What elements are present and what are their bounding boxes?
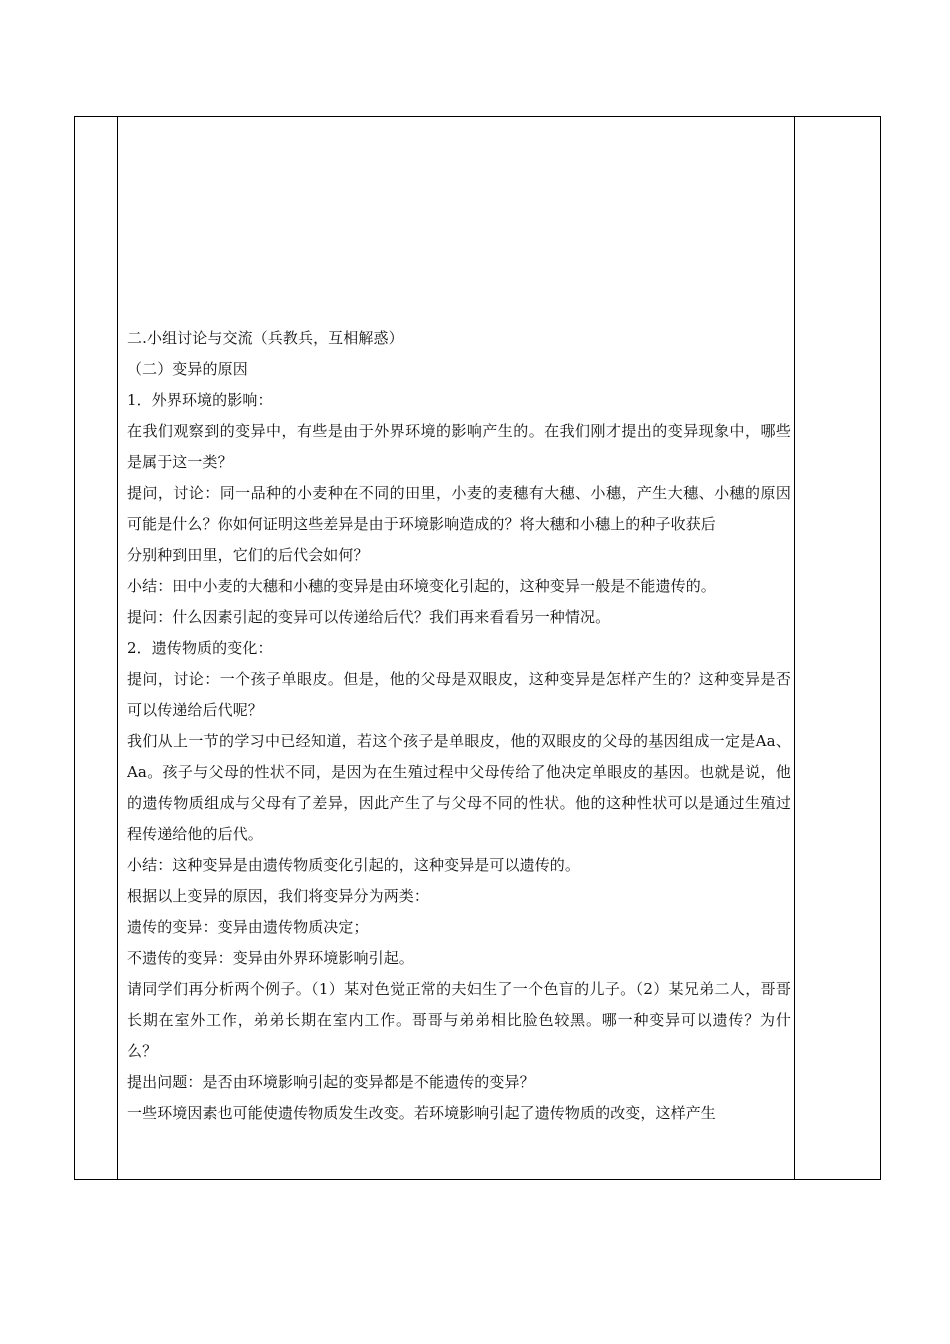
paragraph: 我们从上一节的学习中已经知道，若这个孩子是单眼皮，他的双眼皮的父母的基因组成一定是Aa、Aa。孩子与父母的性状不同，是因为在生殖过程中父母传给了他决定单眼皮的基因。也就是说，他的遗传物质组成与父母有了差异，因此产生了与父母不同的性状。他的这种性状可以是通过生殖过程传递给他的后代。 [127,732,791,843]
definition-nonheritable: 不遗传的变异：变异由外界环境影响引起。 [127,949,414,967]
paragraph: 分别种到田里，它们的后代会如何？ [127,546,369,564]
paragraph: 在我们观察到的变异中，有些是由于外界环境的影响产生的。在我们刚才提出的变异现象中，哪些是属于这一类？ [127,422,791,471]
lesson-table [74,116,881,1180]
paragraph: 提出问题：是否由环境影响引起的变异都是不能遗传的变异？ [127,1073,535,1091]
right-column-divider [794,117,795,1179]
left-column-divider [117,117,118,1179]
summary-paragraph: 小结：这种变异是由遗传物质变化引起的，这种变异是可以遗传的。 [127,856,581,874]
section-heading: 二.小组讨论与交流（兵教兵，互相解惑） [127,329,404,347]
topic-heading-genetic: 2．遗传物质的变化： [127,639,273,657]
lesson-content [127,323,791,1177]
paragraph: 提问，讨论：一个孩子单眼皮。但是，他的父母是双眼皮，这种变异是怎样产生的？这种变异是否可以传递给后代呢？ [127,670,791,719]
paragraph: 根据以上变异的原因，我们将变异分为两类： [127,887,430,905]
summary-paragraph: 小结：田中小麦的大穗和小穗的变异是由环境变化引起的，这种变异一般是不能遗传的。 [127,577,716,595]
paragraph: 提问，讨论：同一品种的小麦种在不同的田里，小麦的麦穗有大穗、小穗，产生大穗、小穗的原因可能是什么？你如何证明这些差异是由于环境影响造成的？将大穗和小穗上的种子收获后 [127,484,791,533]
subsection-heading: （二）变异的原因 [127,360,248,378]
definition-heritable: 遗传的变异：变异由遗传物质决定； [127,918,369,936]
paragraph: 提问：什么因素引起的变异可以传递给后代？我们再来看看另一种情况。 [127,608,611,626]
topic-heading-environment: 1．外界环境的影响： [127,391,273,409]
paragraph: 请同学们再分析两个例子。（1）某对色觉正常的夫妇生了一个色盲的儿子。（2）某兄弟二人，哥哥长期在室外工作，弟弟长期在室内工作。哥哥与弟弟相比脸色较黑。哪一种变异可以遗传？为什么？ [127,980,791,1060]
paragraph: 一些环境因素也可能使遗传物质发生改变。若环境影响引起了遗传物质的改变，这样产生 [127,1104,716,1122]
